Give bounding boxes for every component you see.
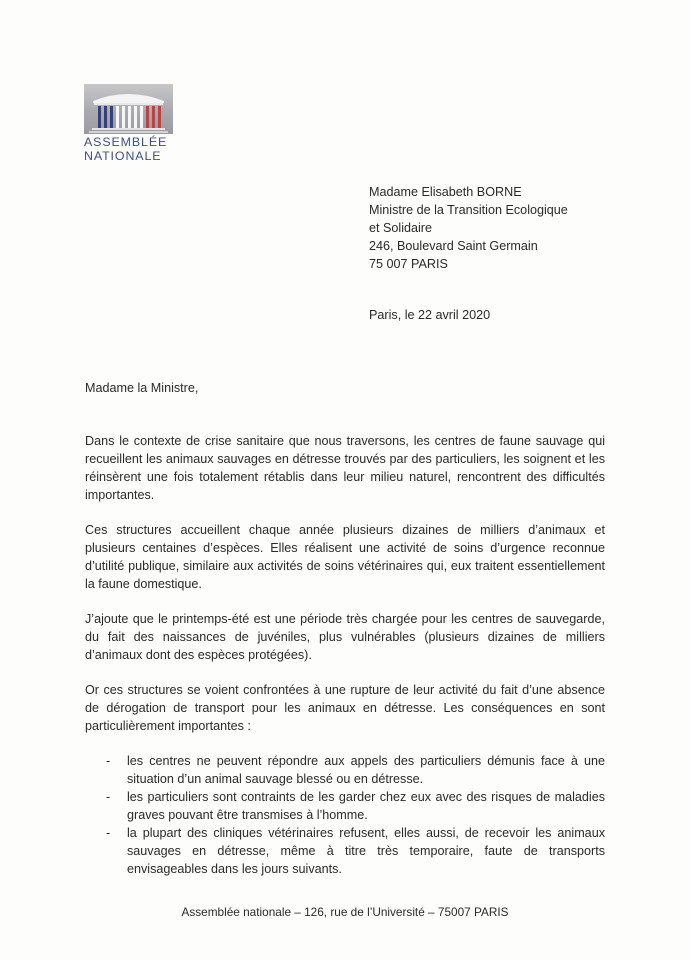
recipient-name: Madame Elisabeth BORNE (369, 185, 522, 199)
logo-line-1: ASSEMBLÉE (84, 135, 168, 149)
body-paragraph-3: J’ajoute que le printemps-été est une période très chargée pour les centres de sauvegarde, du fait des naissances de juvéniles, plus vulnérables (plusieurs dizaines de milliers d’animaux dont des espèces protégées). (85, 612, 605, 662)
list-item-text: les particuliers sont contraints de les garder chez eux avec des risques de maladies graves pouvant être transmises à l’homme. (127, 790, 605, 822)
recipient-street: 246, Boulevard Saint Germain (369, 239, 538, 253)
bullet-dash: - (106, 826, 111, 840)
assemblee-nationale-logo (84, 84, 180, 166)
list-item (85, 752, 605, 788)
logo-wordmark (84, 135, 180, 163)
hemicycle-icon (84, 84, 173, 134)
letter-body (85, 432, 605, 878)
body-paragraph-2: Ces structures accueillent chaque année plusieurs dizaines de milliers d’animaux et plusieurs centaines d’espèces. Elles réalisent une activité de soins d’urgence reconnue d’utilité publique, similaire aux activités de soins vétérinaires qui, eux traitent essentiellement la faune domestique. (85, 523, 605, 591)
list-item-text: les centres ne peuvent répondre aux appels des particuliers démunis face à une situation d’un animal sauvage blessé ou en détresse. (127, 754, 605, 786)
recipient-city: 75 007 PARIS (369, 257, 448, 271)
body-paragraph-4: Or ces structures se voient confrontées à une rupture de leur activité du fait d’une absence de dérogation de transport pour les animaux en détresse. Les conséquences en sont particulièrement importantes : (85, 683, 605, 733)
logo-line-2: NATIONALE (84, 149, 162, 163)
recipient-title-line-1: Ministre de la Transition Ecologique (369, 203, 568, 217)
salutation: Madame la Ministre, (85, 381, 199, 395)
page-footer: Assemblée nationale – 126, rue de l’Université – 75007 PARIS (181, 905, 509, 919)
bullet-dash: - (106, 790, 111, 804)
list-item (85, 824, 605, 878)
recipient-title-line-2: et Solidaire (369, 221, 433, 235)
recipient-address (369, 183, 669, 273)
consequences-list (85, 752, 605, 878)
bullet-dash: - (106, 754, 111, 768)
hemicycle-emblem (84, 84, 173, 134)
letter-date: Paris, le 22 avril 2020 (369, 308, 491, 322)
list-item (85, 788, 605, 824)
list-item-text: la plupart des cliniques vétérinaires refusent, elles aussi, de recevoir les animaux sauvages en détresse, même à titre très temporaire, faute de transports envisageables dans les jours suivants. (127, 826, 605, 876)
body-paragraph-1: Dans le contexte de crise sanitaire que nous traversons, les centres de faune sauvage qui recueillent les animaux sauvages en détresse trouvés par des particuliers, les soignent et les réinsèrent une fois totalement rétablis dans leur milieu naturel, rencontrent des difficultés importantes. (85, 434, 605, 502)
